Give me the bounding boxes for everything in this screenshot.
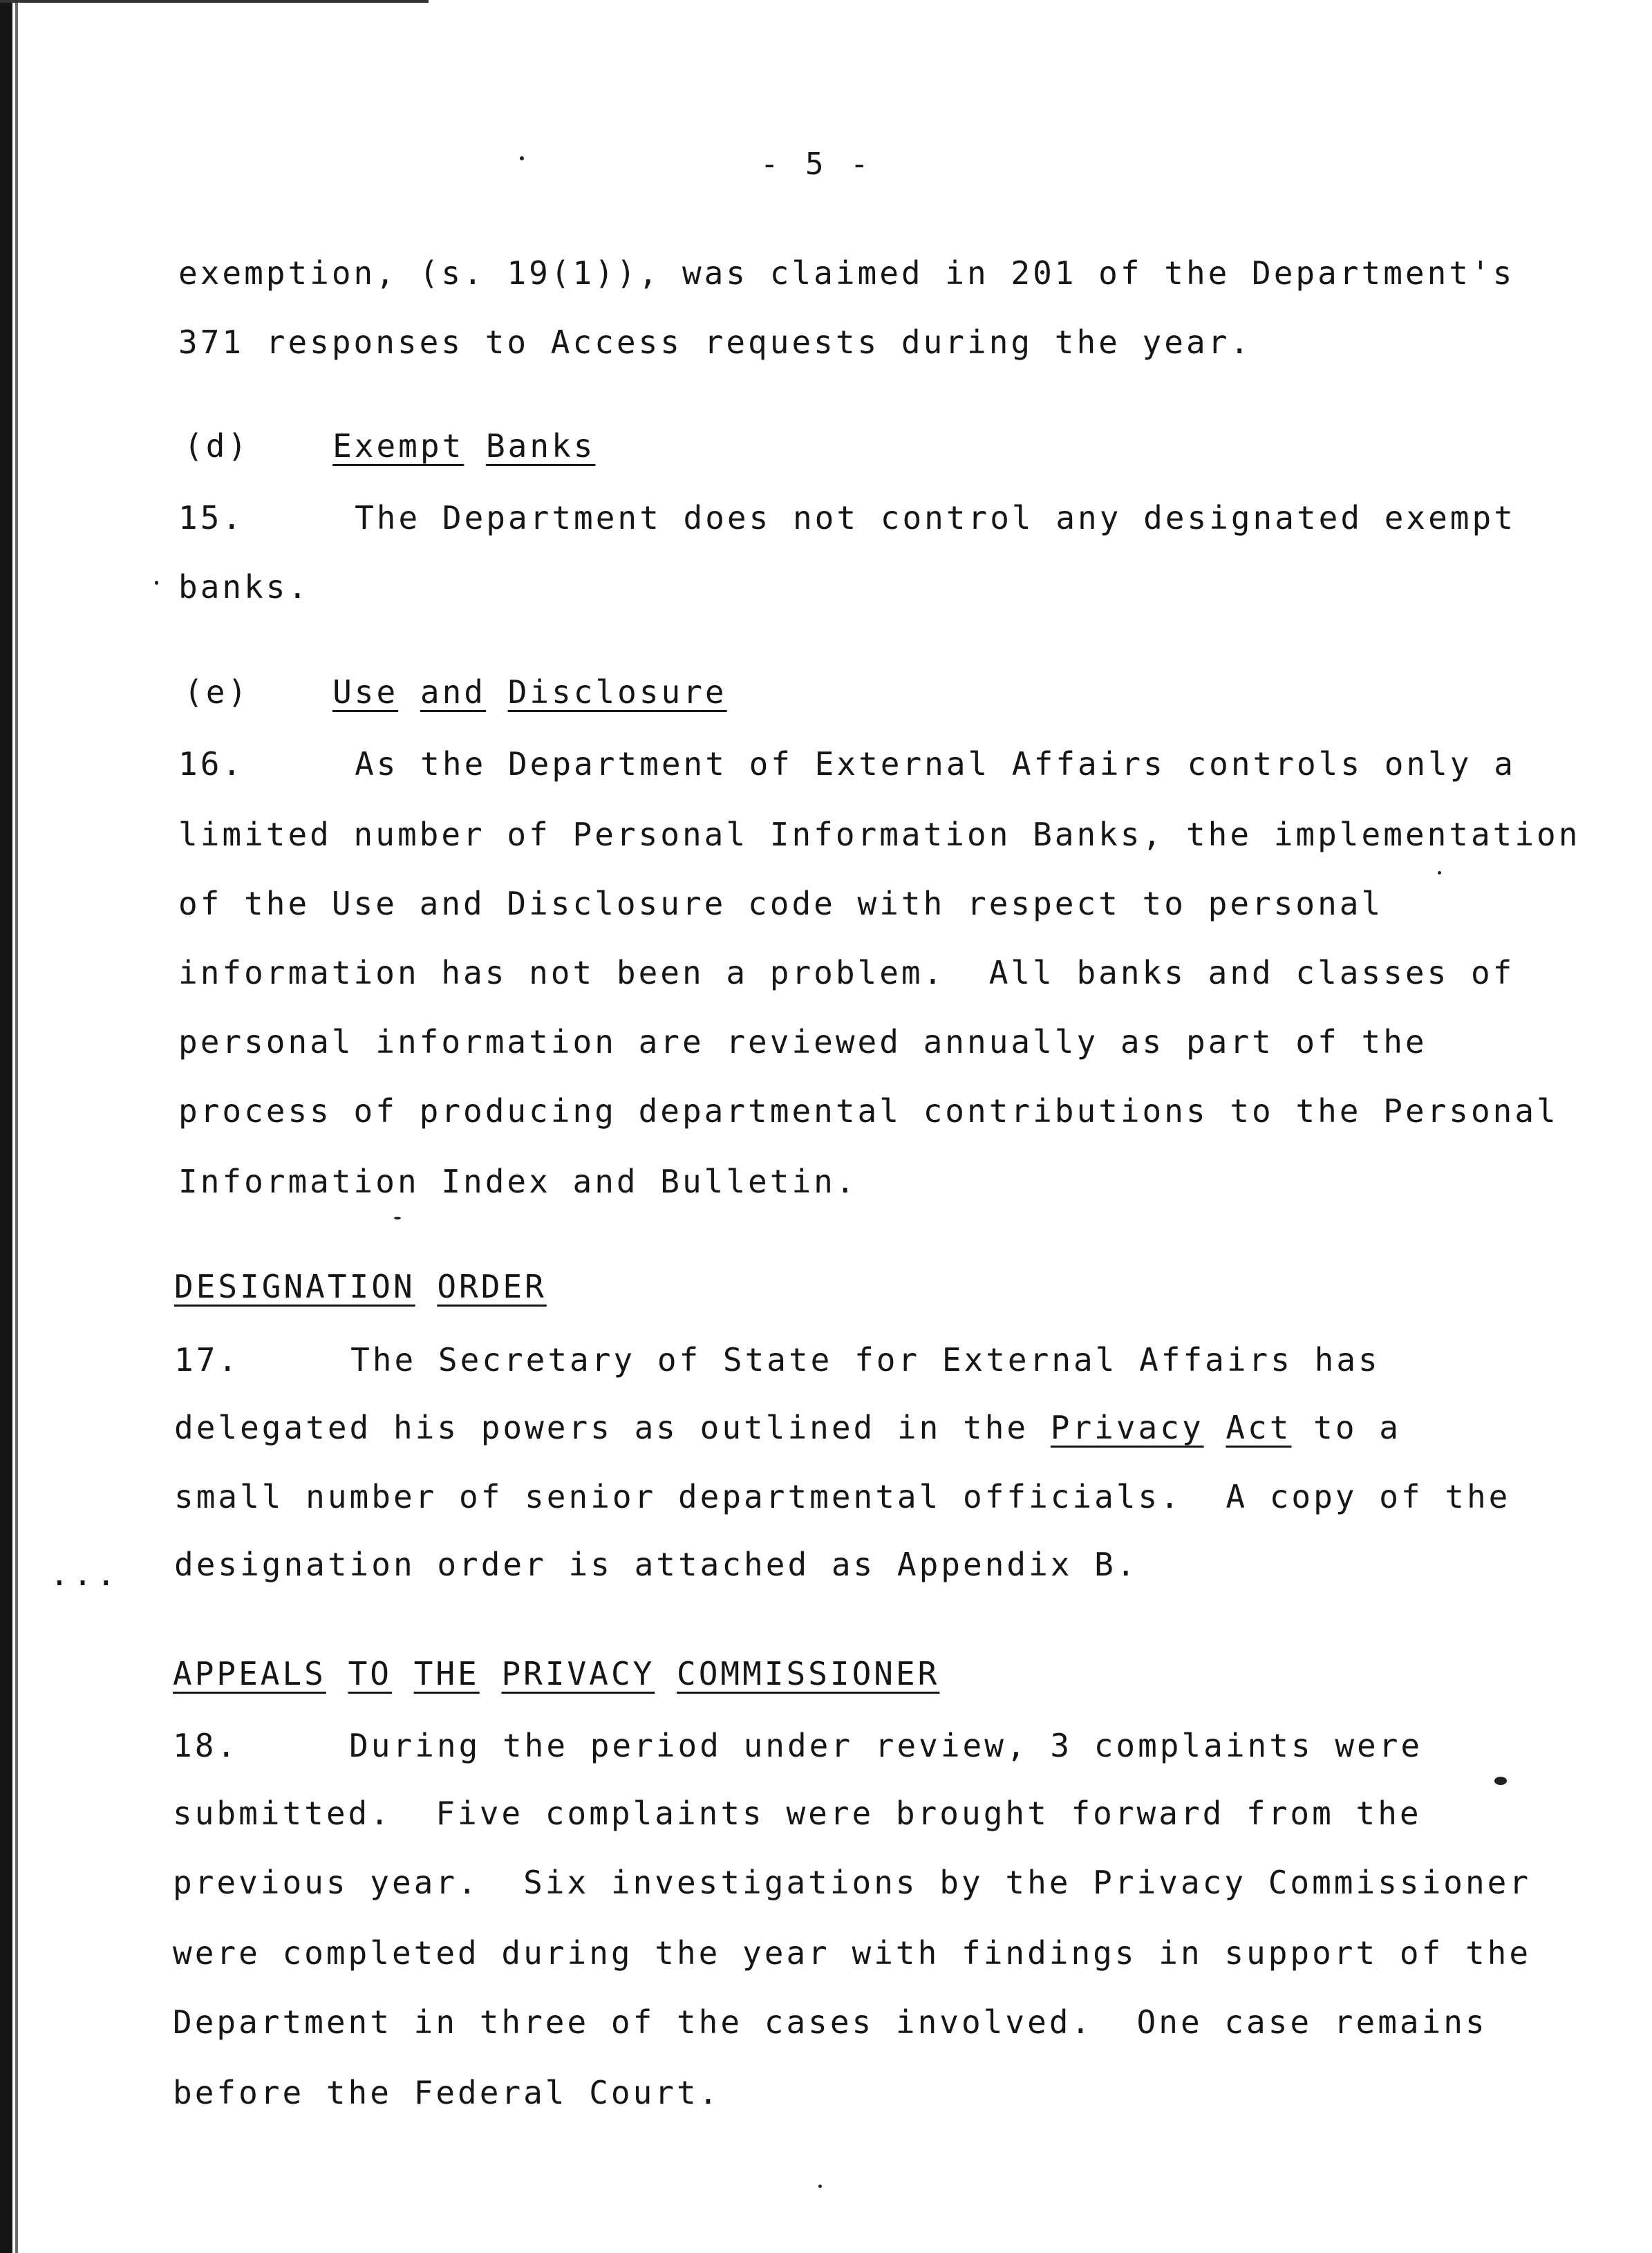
- para15-number: 15.: [178, 499, 245, 536]
- binding-edge: [0, 0, 12, 2253]
- privacy-act-word: Privacy: [1050, 1409, 1204, 1446]
- para17-line-2-text: delegated his powers as outlined in the: [174, 1409, 1051, 1446]
- section-e-title-word: Use: [332, 673, 399, 711]
- privacy-act-word: Act: [1226, 1409, 1292, 1446]
- para16-line-6: process of producing departmental contributions to the Personal: [178, 1092, 1559, 1130]
- para16-line-5: personal information are reviewed annually as part of the: [178, 1023, 1427, 1060]
- para17-line-3: small number of senior departmental officials. A copy of the: [174, 1478, 1511, 1515]
- scan-speck: [1494, 1777, 1507, 1785]
- scan-speck: [155, 581, 158, 585]
- section-d-label: (d): [184, 427, 250, 465]
- designation-heading: [174, 1268, 547, 1305]
- para18-number: 18.: [173, 1727, 239, 1764]
- section-d-title-word: Banks: [485, 427, 596, 465]
- designation-heading-word: DESIGNATION: [174, 1268, 415, 1305]
- para18-line-2: submitted. Five complaints were brought forward from the: [173, 1795, 1422, 1832]
- para18-line-3: previous year. Six investigations by the Privacy Commissioner: [173, 1864, 1532, 1901]
- para15-line-1: [178, 499, 1516, 536]
- designation-heading-word: ORDER: [437, 1268, 547, 1305]
- para16-line-3: of the Use and Disclosure code with respect to personal: [178, 885, 1384, 922]
- scan-speck: [1438, 871, 1441, 875]
- scan-speck: [394, 1217, 401, 1219]
- para17-number: 17.: [174, 1341, 241, 1378]
- binding-edge-shadow: [15, 0, 18, 2253]
- scan-speck: [818, 2185, 822, 2188]
- para18-line-4: were completed during the year with findings in support of the: [173, 1934, 1532, 1972]
- para14-line-1: exemption, (s. 19(1)), was claimed in 201 of the Department's: [178, 254, 1515, 292]
- para17-line-2: [174, 1409, 1401, 1446]
- para15-line-2: banks.: [178, 568, 310, 606]
- appeals-heading-word: COMMISSIONER: [677, 1655, 940, 1692]
- appeals-heading-word: APPEALS: [173, 1655, 326, 1692]
- para18-line-1: [173, 1727, 1423, 1764]
- appeals-heading-word: PRIVACY: [501, 1655, 655, 1692]
- para16-line-2: limited number of Personal Information Banks, the implementation: [178, 816, 1581, 853]
- section-e-title-word: Disclosure: [507, 673, 727, 711]
- section-e-heading: [184, 673, 727, 711]
- appeals-heading-word: THE: [413, 1655, 480, 1692]
- para18-line-6: before the Federal Court.: [173, 2074, 721, 2111]
- para16-line-4: information has not been a problem. All banks and classes of: [178, 954, 1515, 991]
- scan-speck: [520, 156, 524, 160]
- section-e-label: (e): [184, 673, 250, 711]
- para15-text: The Department does not control any designated exempt: [355, 499, 1516, 536]
- section-d-title-word: Exempt: [332, 427, 464, 465]
- para17-line-2-tail: to a: [1291, 1409, 1401, 1446]
- para17-text: The Secretary of State for External Affairs has: [350, 1341, 1380, 1378]
- para16-number: 16.: [178, 745, 245, 783]
- para17-line-1: [174, 1341, 1380, 1378]
- para16-line-1: [178, 745, 1516, 783]
- para18-line-5: Department in three of the cases involved. One case remains: [173, 2003, 1487, 2041]
- para17-line-4: designation order is attached as Appendix B.: [174, 1546, 1138, 1583]
- para14-line-2: 371 responses to Access requests during the year.: [178, 324, 1252, 361]
- section-e-title-word: and: [420, 673, 486, 711]
- margin-ellipsis-mark: ...: [50, 1555, 120, 1593]
- page-number: - 5 -: [760, 147, 873, 182]
- para16-text: As the Department of External Affairs controls only a: [355, 745, 1516, 783]
- section-d-heading: [184, 427, 596, 465]
- appeals-heading: [173, 1655, 940, 1692]
- page-top-edge: [0, 0, 429, 3]
- para16-line-7: Information Index and Bulletin.: [178, 1163, 858, 1200]
- para18-text: During the period under review, 3 complaints were: [349, 1727, 1423, 1764]
- appeals-heading-word: TO: [348, 1655, 392, 1692]
